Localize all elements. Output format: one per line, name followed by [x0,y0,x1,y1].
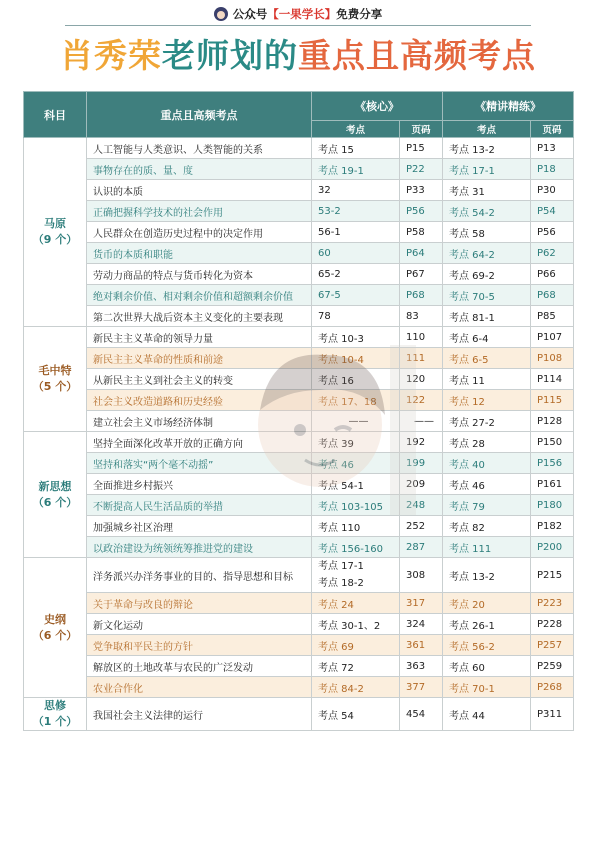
subject-count: （1 个） [32,715,78,728]
practice-page-cell: P259 [531,656,574,677]
practice-point-cell: 考点 81-1 [443,306,531,327]
core-page-cell: 248 [400,495,443,516]
practice-page-cell: P182 [531,516,574,537]
practice-page-cell: P161 [531,474,574,495]
practice-point-cell: 考点 31 [443,180,531,201]
core-point-cell: 考点 156-160 [312,537,400,558]
core-point-cell: 考点 110 [312,516,400,537]
table-row [24,635,574,656]
table-row [24,614,574,635]
table-row [24,453,574,474]
core-page-cell: P56 [400,201,443,222]
title-part-2: 老师划的 [162,36,298,75]
practice-point-cell: 考点 54-2 [443,201,531,222]
topic-cell: 绝对剩余价值、相对剩余价值和超额剩余价值 [87,285,312,306]
banner-brand: 【一果学长】 [267,7,337,21]
core-page-cell: 209 [400,474,443,495]
topic-cell: 第二次世界大战后资本主义变化的主要表现 [87,306,312,327]
exam-points-table [23,91,574,731]
core-point-cell: 考点 103-105 [312,495,400,516]
header-page-2: 页码 [531,121,574,138]
practice-page-cell: P223 [531,593,574,614]
core-page-cell: P15 [400,138,443,159]
practice-page-cell: P66 [531,264,574,285]
practice-page-cell: P107 [531,327,574,348]
topic-cell: 正确把握科学技术的社会作用 [87,201,312,222]
practice-point-cell: 考点 40 [443,453,531,474]
core-page-cell: P68 [400,285,443,306]
practice-point-cell: 考点 64-2 [443,243,531,264]
table-row [24,348,574,369]
practice-page-cell: P200 [531,537,574,558]
topic-cell: 社会主义改造道路和历史经验 [87,390,312,411]
practice-page-cell: P257 [531,635,574,656]
core-page-cell: 199 [400,453,443,474]
core-point-cell: 考点 17、18 [312,390,400,411]
banner-suffix: 免费分享 [336,7,383,21]
table-row [24,495,574,516]
avatar-icon [214,7,228,21]
table-row [24,516,574,537]
topic-cell: 建立社会主义市场经济体制 [87,411,312,432]
title-part-3: 重点且高频考点 [298,36,536,75]
practice-page-cell: P13 [531,138,574,159]
practice-point-cell: 考点 13-2 [443,558,531,593]
core-page-cell: P64 [400,243,443,264]
core-point-cell: 32 [312,180,400,201]
table-row [24,677,574,698]
practice-page-cell: P62 [531,243,574,264]
topic-cell: 解放区的土地改革与农民的广泛发动 [87,656,312,677]
table-row [24,243,574,264]
practice-page-cell: P56 [531,222,574,243]
subject-name: 新思想 [38,479,72,493]
practice-point-cell: 考点 82 [443,516,531,537]
core-point-cell: 考点 54 [312,698,400,731]
subject-name: 毛中特 [38,364,72,377]
topic-cell: 关于革命与改良的辩论 [87,593,312,614]
core-point-cell: 53-2 [312,201,400,222]
core-point-cell: 考点 15 [312,138,400,159]
core-point-cell: 考点 46 [312,453,400,474]
core-point-cell: —— [312,411,400,432]
core-point-cell: 65-2 [312,264,400,285]
practice-page-cell: P228 [531,614,574,635]
practice-point-cell: 考点 13-2 [443,138,531,159]
subject-name: 史纲 [44,612,66,626]
practice-page-cell: P114 [531,369,574,390]
practice-point-cell: 考点 111 [443,537,531,558]
core-page-cell: 324 [400,614,443,635]
practice-point-cell: 考点 69-2 [443,264,531,285]
topic-cell: 洋务派兴办洋务事业的目的、指导思想和目标 [87,558,312,593]
header-point-1: 考点 [312,121,400,138]
core-page-cell: 377 [400,677,443,698]
core-point-line: 考点 18-2 [318,578,364,589]
topic-cell: 加强城乡社区治理 [87,516,312,537]
practice-page-cell: P115 [531,390,574,411]
topic-cell: 不断提高人民生活品质的举措 [87,495,312,516]
table-row [24,474,574,495]
core-page-cell: 287 [400,537,443,558]
table-row [24,390,574,411]
core-page-cell: 83 [400,306,443,327]
core-page-cell: —— [400,411,443,432]
practice-point-cell: 考点 6-4 [443,327,531,348]
topic-cell: 人工智能与人类意识、人类智能的关系 [87,138,312,159]
practice-point-cell: 考点 20 [443,593,531,614]
table-row [24,201,574,222]
banner-divider [65,25,531,26]
practice-page-cell: P30 [531,180,574,201]
table-row [24,306,574,327]
topic-cell: 新文化运动 [87,614,312,635]
core-point-cell: 60 [312,243,400,264]
topic-cell: 坚持全面深化改革开放的正确方向 [87,432,312,453]
core-page-cell: P22 [400,159,443,180]
core-point-cell: 考点 54-1 [312,474,400,495]
subject-count: （5 个） [32,380,78,393]
table-row [24,411,574,432]
practice-page-cell: P85 [531,306,574,327]
core-page-cell: 192 [400,432,443,453]
practice-page-cell: P311 [531,698,574,731]
core-point-cell: 考点 72 [312,656,400,677]
core-page-cell: 454 [400,698,443,731]
subject-cell [24,327,87,432]
core-page-cell: P67 [400,264,443,285]
topic-cell: 新民主主义革命的性质和前途 [87,348,312,369]
table-row [24,285,574,306]
header-page-1: 页码 [400,121,443,138]
core-page-cell: 252 [400,516,443,537]
topic-cell: 我国社会主义法律的运行 [87,698,312,731]
core-page-cell: 308 [400,558,443,593]
core-point-cell: 考点 10-4 [312,348,400,369]
core-point-cell: 56-1 [312,222,400,243]
practice-point-cell: 考点 12 [443,390,531,411]
practice-point-cell: 考点 70-1 [443,677,531,698]
header-topic: 重点且高频考点 [87,92,312,138]
table-row [24,222,574,243]
core-page-cell: 361 [400,635,443,656]
subject-cell [24,138,87,327]
core-point-cell: 考点 30-1、2 [312,614,400,635]
table-row [24,656,574,677]
page-title [0,32,596,80]
practice-point-cell: 考点 11 [443,369,531,390]
practice-page-cell: P150 [531,432,574,453]
core-point-line: 考点 17-1 [318,561,364,572]
practice-point-cell: 考点 6-5 [443,348,531,369]
table-row [24,593,574,614]
practice-page-cell: P54 [531,201,574,222]
core-point-cell: 考点 69 [312,635,400,656]
table-row [24,180,574,201]
core-point-cell: 78 [312,306,400,327]
topic-cell: 认识的本质 [87,180,312,201]
table-row [24,138,574,159]
table-row [24,327,574,348]
practice-page-cell: P68 [531,285,574,306]
core-point-cell: 67-5 [312,285,400,306]
subject-count: （6 个） [32,495,78,509]
subject-cell [24,432,87,558]
core-page-cell: P58 [400,222,443,243]
topic-cell: 以政治建设为统领统筹推进党的建设 [87,537,312,558]
practice-point-cell: 考点 79 [443,495,531,516]
topic-cell: 坚持和落实“两个毫不动摇” [87,453,312,474]
header-book-core: 《核心》 [312,92,443,121]
topic-cell: 全面推进乡村振兴 [87,474,312,495]
core-point-cell: 考点 10-3 [312,327,400,348]
subject-count: （6 个） [32,628,78,642]
table-row [24,558,574,593]
table-row [24,698,574,731]
table-body [24,138,574,731]
practice-point-cell: 考点 26-1 [443,614,531,635]
subject-name: 思修 [44,699,66,712]
practice-point-cell: 考点 28 [443,432,531,453]
practice-page-cell: P108 [531,348,574,369]
topic-cell: 事物存在的质、量、度 [87,159,312,180]
table-row [24,264,574,285]
practice-point-cell: 考点 56-2 [443,635,531,656]
title-part-1: 肖秀荣 [60,36,162,75]
practice-point-cell: 考点 58 [443,222,531,243]
table-row [24,537,574,558]
header-book-practice: 《精讲精练》 [443,92,574,121]
topic-cell: 党争取和平民主的方针 [87,635,312,656]
core-page-cell: 111 [400,348,443,369]
topic-cell: 从新民主主义到社会主义的转变 [87,369,312,390]
core-page-cell: 363 [400,656,443,677]
banner-prefix: 公众号 [232,7,268,21]
practice-point-cell: 考点 44 [443,698,531,731]
core-point-cell: 考点 19-1 [312,159,400,180]
practice-page-cell: P128 [531,411,574,432]
header-subject: 科目 [24,92,87,138]
practice-page-cell: P215 [531,558,574,593]
core-page-cell: P33 [400,180,443,201]
core-page-cell: 122 [400,390,443,411]
core-point-cell: 考点 84-2 [312,677,400,698]
subject-cell [24,698,87,731]
core-point-cell: 考点 39 [312,432,400,453]
topic-cell: 人民群众在创造历史过程中的决定作用 [87,222,312,243]
practice-point-cell: 考点 17-1 [443,159,531,180]
core-point-cell: 考点 16 [312,369,400,390]
subject-name: 马原 [44,217,66,230]
practice-page-cell: P18 [531,159,574,180]
practice-page-cell: P156 [531,453,574,474]
top-banner [0,0,596,28]
topic-cell: 货币的本质和职能 [87,243,312,264]
core-page-cell: 120 [400,369,443,390]
practice-page-cell: P268 [531,677,574,698]
practice-point-cell: 考点 60 [443,656,531,677]
practice-point-cell: 考点 46 [443,474,531,495]
core-page-cell: 317 [400,593,443,614]
table-row [24,432,574,453]
practice-point-cell: 考点 70-5 [443,285,531,306]
subject-cell [24,558,87,698]
topic-cell: 农业合作化 [87,677,312,698]
topic-cell: 劳动力商品的特点与货币转化为资本 [87,264,312,285]
core-point-cell: 考点 24 [312,593,400,614]
table-row [24,369,574,390]
practice-page-cell: P180 [531,495,574,516]
topic-cell: 新民主主义革命的领导力量 [87,327,312,348]
header-point-2: 考点 [443,121,531,138]
practice-point-cell: 考点 27-2 [443,411,531,432]
table-row [24,159,574,180]
core-point-cell [312,558,400,593]
subject-count: （9 个） [32,233,78,246]
core-page-cell: 110 [400,327,443,348]
